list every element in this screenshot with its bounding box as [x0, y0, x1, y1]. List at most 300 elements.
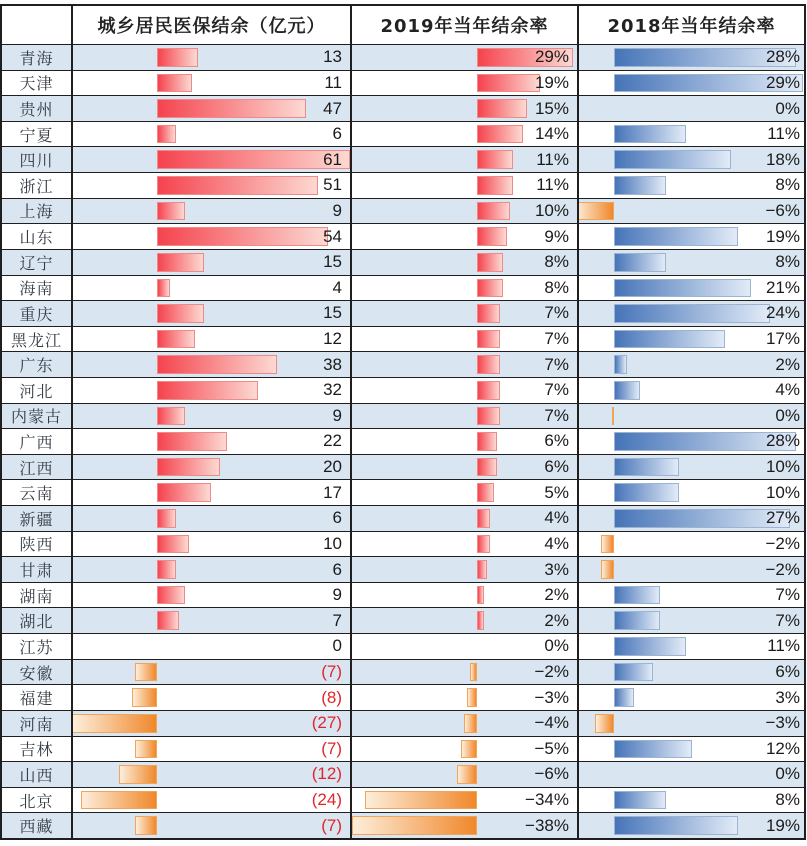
rate-2019-value: 6% — [544, 431, 569, 451]
balance-bar — [157, 355, 277, 374]
balance-cell — [71, 685, 350, 710]
rate-2018-cell — [577, 583, 804, 608]
rate-2019-bar — [477, 586, 484, 605]
balance-cell — [71, 378, 350, 403]
province-label: 上海 — [2, 199, 71, 224]
rate-2018-value: 10% — [765, 457, 800, 477]
province-label: 云南 — [2, 480, 71, 505]
rate-2019-value: 0% — [544, 636, 569, 656]
province-label: 山西 — [2, 762, 71, 787]
table-row — [2, 710, 804, 736]
balance-value: 17 — [323, 482, 342, 502]
table-row — [2, 249, 804, 275]
balance-value: 12 — [323, 329, 342, 349]
table-row — [2, 198, 804, 224]
balance-bar — [157, 304, 204, 323]
rate-2018-value: 7% — [775, 610, 800, 630]
balance-value: (7) — [321, 815, 342, 835]
rate-2019-bar — [477, 279, 503, 298]
balance-bar — [157, 330, 195, 349]
rate-2019-cell — [350, 147, 577, 172]
rate-2018-cell — [577, 122, 804, 147]
rate-2019-cell — [350, 429, 577, 454]
rate-2018-value: 7% — [775, 585, 800, 605]
table-row — [2, 505, 804, 531]
balance-value: 47 — [323, 98, 342, 118]
balance-bar — [157, 432, 227, 451]
rate-2019-bar — [461, 740, 478, 759]
rate-2019-value: 7% — [544, 354, 569, 374]
rate-2018-value: 21% — [765, 277, 800, 297]
balance-value: 20 — [323, 457, 342, 477]
rate-2018-bar — [614, 330, 725, 349]
table-row — [2, 326, 804, 352]
balance-cell — [71, 352, 350, 377]
balance-cell — [71, 327, 350, 352]
rate-2019-value: 19% — [534, 72, 569, 92]
balance-value: 22 — [323, 431, 342, 451]
balance-bar — [157, 125, 176, 144]
rate-2019-bar — [365, 791, 477, 810]
rate-2019-value: 3% — [544, 559, 569, 579]
rate-2018-cell — [577, 71, 804, 96]
table-row — [2, 95, 804, 121]
table-row — [2, 531, 804, 557]
balance-value: 4 — [332, 277, 342, 297]
balance-bar — [157, 483, 211, 502]
province-label: 山东 — [2, 224, 71, 249]
rate-2018-bar — [614, 688, 634, 707]
rate-2018-cell — [577, 378, 804, 403]
rate-2018-cell — [577, 685, 804, 710]
province-label: 吉林 — [2, 737, 71, 762]
province-label: 河南 — [2, 711, 71, 736]
balance-value: 54 — [323, 226, 342, 246]
rate-2018-bar — [577, 202, 614, 221]
balance-value: 15 — [323, 303, 342, 323]
rate-2019-cell — [350, 711, 577, 736]
rate-2019-bar — [477, 74, 540, 93]
rate-2019-cell — [350, 96, 577, 121]
header-row — [2, 6, 804, 44]
rate-2018-value: 27% — [765, 508, 800, 528]
rate-2018-value: 4% — [775, 380, 800, 400]
rate-2019-value: 7% — [544, 405, 569, 425]
rate-2018-bar — [601, 535, 614, 554]
table-row — [2, 223, 804, 249]
table-row — [2, 351, 804, 377]
rate-2018-cell — [577, 352, 804, 377]
rate-2018-cell — [577, 634, 804, 659]
rate-2019-value: 4% — [544, 533, 569, 553]
rate-2019-bar — [477, 432, 497, 451]
table-row — [2, 70, 804, 96]
balance-value: 6 — [332, 559, 342, 579]
rate-2019-cell — [350, 250, 577, 275]
balance-cell — [71, 480, 350, 505]
rate-2018-cell — [577, 173, 804, 198]
rate-2018-value: 24% — [765, 303, 800, 323]
province-label: 海南 — [2, 276, 71, 301]
balance-value: 61 — [323, 149, 342, 169]
rate-2019-cell — [350, 506, 577, 531]
balance-cell — [71, 147, 350, 172]
rate-2018-value: −2% — [765, 559, 800, 579]
rate-2019-value: −4% — [534, 713, 569, 733]
balance-cell — [71, 813, 350, 838]
rate-2019-value: −3% — [534, 687, 569, 707]
province-label: 湖南 — [2, 583, 71, 608]
rate-2018-value: −6% — [765, 200, 800, 220]
table-row — [2, 684, 804, 710]
rate-2019-cell — [350, 813, 577, 838]
rate-2019-cell — [350, 276, 577, 301]
balance-cell — [71, 737, 350, 762]
rate-2018-bar — [614, 791, 666, 810]
balance-bar — [81, 791, 157, 810]
rate-2019-value: 8% — [544, 277, 569, 297]
balance-bar — [135, 663, 157, 682]
province-label: 湖北 — [2, 608, 71, 633]
rate-2018-value: 11% — [767, 124, 800, 144]
rate-2018-value: 11% — [767, 636, 800, 656]
province-label: 宁夏 — [2, 122, 71, 147]
rate-2019-bar — [477, 125, 523, 144]
rate-2019-bar — [477, 202, 510, 221]
balance-value: 10 — [323, 533, 342, 553]
rate-2019-cell — [350, 224, 577, 249]
rate-2018-cell — [577, 506, 804, 531]
rate-2019-cell — [350, 557, 577, 582]
rate-2018-bar — [614, 740, 692, 759]
balance-bar — [157, 586, 185, 605]
table-row — [2, 172, 804, 198]
balance-cell — [71, 660, 350, 685]
balance-bar — [157, 458, 220, 477]
rate-2019-cell — [350, 685, 577, 710]
rate-2019-cell — [350, 378, 577, 403]
rate-2018-cell — [577, 711, 804, 736]
province-label: 内蒙古 — [2, 404, 71, 429]
balance-cell — [71, 506, 350, 531]
rate-2019-value: 2% — [544, 585, 569, 605]
rate-2018-cell — [577, 224, 804, 249]
balance-cell — [71, 404, 350, 429]
rate-2019-value: 14% — [534, 124, 569, 144]
balance-bar — [157, 74, 192, 93]
rate-2018-value: 8% — [775, 252, 800, 272]
balance-bar — [157, 509, 176, 528]
table-row — [2, 377, 804, 403]
rate-2019-bar — [477, 227, 507, 246]
rate-2019-value: −6% — [534, 764, 569, 784]
rate-2018-cell — [577, 737, 804, 762]
rate-2019-bar — [477, 304, 500, 323]
province-label: 新疆 — [2, 506, 71, 531]
rate-2019-value: 2% — [544, 610, 569, 630]
balance-bar — [132, 688, 157, 707]
rate-2018-bar — [614, 125, 686, 144]
rate-2019-value: 11% — [536, 175, 569, 195]
balance-cell — [71, 122, 350, 147]
table-row — [2, 275, 804, 301]
balance-value: 0 — [332, 636, 342, 656]
province-label: 广西 — [2, 429, 71, 454]
rate-2019-bar — [477, 560, 487, 579]
rate-2019-cell — [350, 660, 577, 685]
header-rate-2019: 2019年当年结余率 — [350, 6, 577, 44]
rate-2018-bar — [614, 611, 660, 630]
rate-2018-cell — [577, 813, 804, 838]
balance-bar — [135, 816, 157, 835]
balance-cell — [71, 711, 350, 736]
rate-2018-bar — [614, 663, 653, 682]
rate-2019-value: 11% — [536, 149, 569, 169]
table-row — [2, 300, 804, 326]
rate-2019-cell — [350, 71, 577, 96]
rate-2018-value: 28% — [765, 431, 800, 451]
rate-2018-bar — [614, 176, 666, 195]
table-row — [2, 556, 804, 582]
province-label: 陕西 — [2, 532, 71, 557]
rate-2019-bar — [477, 253, 503, 272]
table-row — [2, 607, 804, 633]
balance-bar — [157, 407, 185, 426]
rate-2019-cell — [350, 480, 577, 505]
rate-2018-cell — [577, 762, 804, 787]
rate-2019-bar — [477, 330, 500, 349]
rate-2019-bar — [477, 355, 500, 374]
balance-bar — [157, 227, 328, 246]
rate-2019-value: 5% — [544, 482, 569, 502]
province-label: 青海 — [2, 45, 71, 70]
rate-2019-value: 9% — [544, 226, 569, 246]
rate-2019-cell — [350, 608, 577, 633]
balance-cell — [71, 429, 350, 454]
rate-2018-bar — [614, 304, 770, 323]
rate-2018-bar — [614, 227, 738, 246]
balance-bar — [157, 279, 170, 298]
rate-2019-cell — [350, 532, 577, 557]
balance-value: 11 — [324, 72, 342, 92]
table-row — [2, 428, 804, 454]
rate-2018-value: 2% — [775, 354, 800, 374]
rate-2018-cell — [577, 608, 804, 633]
balance-cell — [71, 173, 350, 198]
balance-value: (12) — [311, 764, 342, 784]
table-row — [2, 736, 804, 762]
balance-cell — [71, 634, 350, 659]
province-label: 辽宁 — [2, 250, 71, 275]
province-label: 重庆 — [2, 301, 71, 326]
rate-2019-value: 7% — [544, 380, 569, 400]
rate-2019-bar — [352, 816, 477, 835]
rate-2018-cell — [577, 532, 804, 557]
table-row — [2, 582, 804, 608]
rate-2019-bar — [467, 688, 477, 707]
rate-2018-bar — [612, 407, 615, 426]
rate-2019-cell — [350, 788, 577, 813]
balance-bar — [157, 99, 306, 118]
rate-2019-cell — [350, 199, 577, 224]
balance-bar — [157, 381, 258, 400]
province-label: 福建 — [2, 685, 71, 710]
rate-2018-value: 29% — [765, 72, 800, 92]
rate-2019-bar — [477, 176, 513, 195]
rate-2019-cell — [350, 352, 577, 377]
balance-value: (7) — [321, 662, 342, 681]
rate-2019-value: 7% — [544, 329, 569, 349]
rate-2019-cell — [350, 45, 577, 70]
rate-2018-bar — [595, 714, 615, 733]
table-row — [2, 761, 804, 787]
rate-2019-cell — [350, 301, 577, 326]
rate-2018-bar — [601, 560, 614, 579]
insurance-balance-table — [0, 4, 806, 840]
rate-2019-bar — [477, 535, 490, 554]
balance-value: 13 — [323, 47, 342, 67]
rate-2019-value: 8% — [544, 252, 569, 272]
rate-2018-value: 28% — [765, 47, 800, 67]
balance-value: 9 — [332, 200, 342, 220]
rate-2018-value: 8% — [775, 790, 800, 810]
balance-value: (7) — [321, 738, 342, 758]
balance-cell — [71, 455, 350, 480]
balance-cell — [71, 276, 350, 301]
rate-2018-cell — [577, 327, 804, 352]
rate-2018-bar — [614, 381, 640, 400]
rate-2018-value: −2% — [765, 533, 800, 553]
balance-cell — [71, 224, 350, 249]
balance-cell — [71, 301, 350, 326]
rate-2019-bar — [477, 509, 490, 528]
rate-2018-value: 12% — [765, 738, 800, 758]
rate-2019-cell — [350, 634, 577, 659]
balance-value: 9 — [332, 585, 342, 605]
rate-2018-cell — [577, 45, 804, 70]
rate-2018-bar — [614, 458, 679, 477]
rate-2018-cell — [577, 429, 804, 454]
province-label: 贵州 — [2, 96, 71, 121]
table-row — [2, 812, 804, 838]
balance-value: (8) — [321, 687, 342, 707]
table-row — [2, 479, 804, 505]
rate-2019-cell — [350, 762, 577, 787]
rate-2018-bar — [614, 816, 738, 835]
rate-2018-value: 0% — [775, 405, 800, 425]
balance-cell — [71, 788, 350, 813]
balance-bar — [72, 714, 157, 733]
rate-2018-bar — [614, 586, 660, 605]
rate-2018-cell — [577, 660, 804, 685]
province-label: 浙江 — [2, 173, 71, 198]
province-label: 黑龙江 — [2, 327, 71, 352]
rate-2019-bar — [477, 407, 500, 426]
balance-bar — [157, 202, 185, 221]
rate-2019-bar — [477, 381, 500, 400]
balance-value: 6 — [332, 508, 342, 528]
rate-2018-cell — [577, 404, 804, 429]
rate-2018-cell — [577, 276, 804, 301]
rate-2018-value: 17% — [765, 329, 800, 349]
rate-2018-bar — [614, 253, 666, 272]
rate-2019-value: 29% — [534, 47, 569, 67]
balance-bar — [119, 765, 157, 784]
rate-2018-value: 10% — [765, 482, 800, 502]
balance-cell — [71, 608, 350, 633]
rate-2018-cell — [577, 557, 804, 582]
balance-value: (24) — [311, 790, 342, 810]
rate-2019-value: 6% — [544, 457, 569, 477]
rate-2019-cell — [350, 404, 577, 429]
rate-2019-value: −5% — [534, 738, 569, 758]
balance-bar — [157, 253, 204, 272]
rate-2019-cell — [350, 122, 577, 147]
balance-bar — [135, 740, 157, 759]
balance-cell — [71, 762, 350, 787]
province-label: 西藏 — [2, 813, 71, 838]
rate-2018-bar — [614, 279, 751, 298]
rate-2018-bar — [614, 150, 731, 169]
rate-2018-cell — [577, 788, 804, 813]
balance-cell — [71, 199, 350, 224]
balance-value: 7 — [332, 610, 342, 630]
province-label: 安徽 — [2, 660, 71, 685]
province-label: 河北 — [2, 378, 71, 403]
rate-2018-cell — [577, 250, 804, 275]
table-row — [2, 403, 804, 429]
balance-value: (27) — [311, 713, 342, 733]
balance-cell — [71, 557, 350, 582]
rate-2018-value: 8% — [775, 175, 800, 195]
balance-cell — [71, 583, 350, 608]
balance-bar — [157, 611, 179, 630]
header-balance: 城乡居民医保结余（亿元） — [71, 6, 350, 44]
balance-cell — [71, 532, 350, 557]
rate-2019-cell — [350, 173, 577, 198]
rate-2018-value: 0% — [775, 764, 800, 784]
province-label: 广东 — [2, 352, 71, 377]
table-row — [2, 454, 804, 480]
rate-2018-cell — [577, 147, 804, 172]
table-row — [2, 633, 804, 659]
balance-bar — [157, 535, 189, 554]
province-label: 江苏 — [2, 634, 71, 659]
table-row — [2, 44, 804, 70]
rate-2019-value: −38% — [525, 815, 569, 835]
table-row — [2, 787, 804, 813]
rate-2019-value: 7% — [544, 303, 569, 323]
rate-2018-value: 3% — [775, 687, 800, 707]
balance-value: 15 — [323, 252, 342, 272]
rate-2018-cell — [577, 96, 804, 121]
rate-2018-bar — [614, 509, 790, 528]
rate-2019-cell — [350, 737, 577, 762]
rate-2019-bar — [477, 611, 484, 630]
rate-2018-value: 0% — [775, 98, 800, 118]
balance-value: 6 — [332, 124, 342, 144]
balance-cell — [71, 250, 350, 275]
rate-2018-value: −3% — [765, 713, 800, 733]
rate-2018-bar — [614, 355, 627, 374]
rate-2018-bar — [614, 483, 679, 502]
rate-2019-cell — [350, 455, 577, 480]
rate-2018-value: 18% — [765, 149, 800, 169]
rate-2019-cell — [350, 327, 577, 352]
province-label: 江西 — [2, 455, 71, 480]
rate-2018-cell — [577, 480, 804, 505]
table-row — [2, 146, 804, 172]
